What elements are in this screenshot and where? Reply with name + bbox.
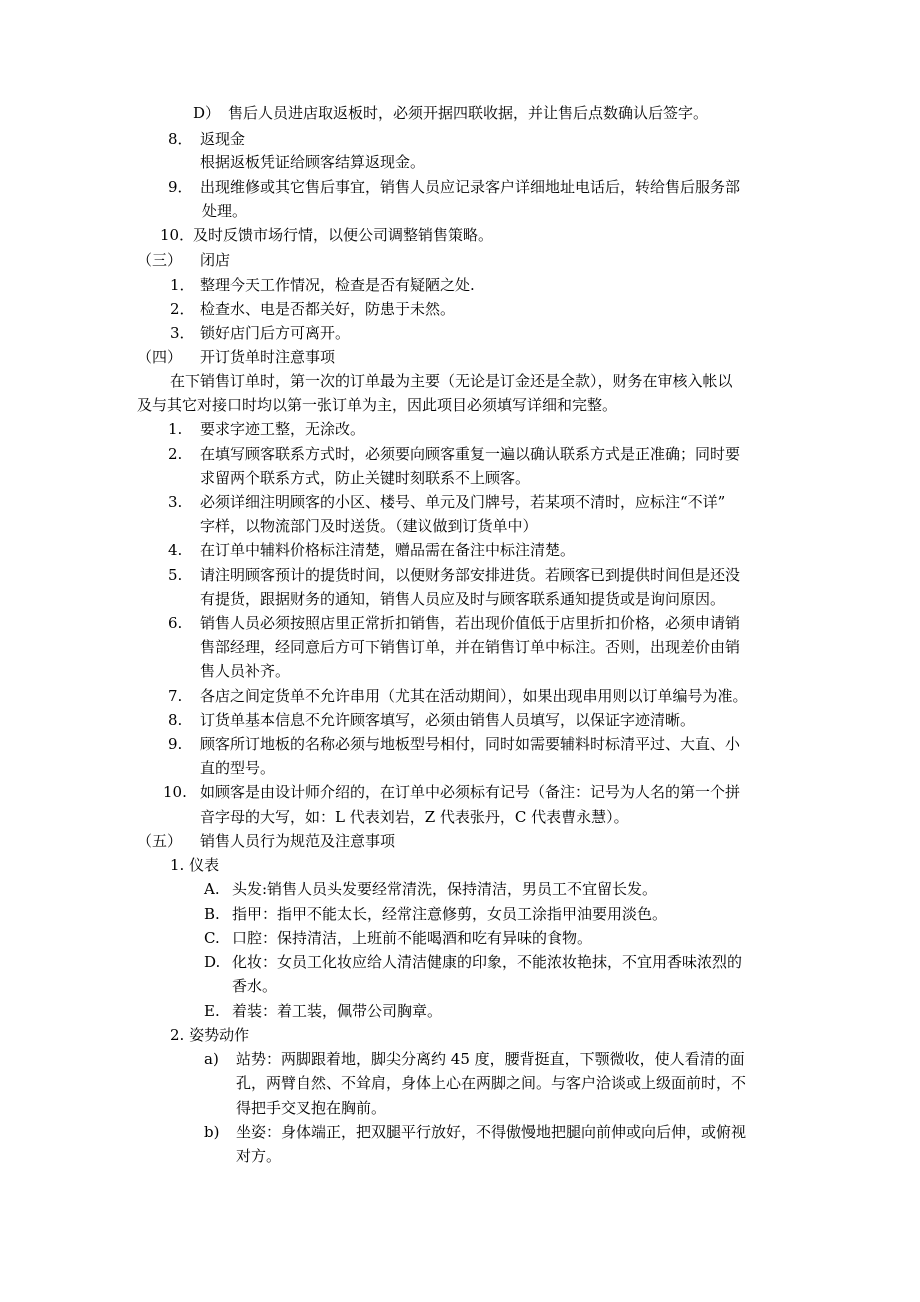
text-line-d-text: 售后人员进店取返板时，必须开据四联收据，并让售后点数确认后签字。 xyxy=(228,104,709,122)
text-line-s4-8: 订货单基本信息不允许顾客填写，必须由销售人员填写，以保证字迹清晰。 xyxy=(200,711,696,729)
text-line-i8-num: 8． xyxy=(168,130,193,148)
text-line-s4-9a: 顾客所订地板的名称必须与地板型号相付，同时如需要辅料时标清平过、大直、小 xyxy=(200,735,741,753)
text-line-s5-b-m: b) xyxy=(204,1123,220,1141)
text-line-s4-9-num: 9. xyxy=(168,735,183,753)
text-line-s4-5-num: 5. xyxy=(168,566,183,584)
text-line-s3-1-num: 1． xyxy=(170,276,195,294)
text-line-s5-A-m: A. xyxy=(204,880,220,898)
text-line-s4-3b: 字样，以物流部门及时送货。（建议做到订货单中） xyxy=(200,517,538,535)
text-line-s4-7-num: 7. xyxy=(168,687,183,705)
text-line-s4-6c: 售人员补齐。 xyxy=(200,662,291,680)
text-line-s4-1: 要求字迹工整，无涂改。 xyxy=(200,420,366,438)
text-line-s4-num: （四） xyxy=(137,348,183,366)
text-line-i10-text: 及时反馈市场行情，以便公司调整销售策略。 xyxy=(193,226,494,244)
text-line-s4-9b: 直的型号。 xyxy=(200,759,276,777)
text-line-s4-2a: 在填写顾客联系方式时，必须要向顾客重复一遍以确认联系方式是正准确；同时要 xyxy=(200,445,741,463)
text-line-s5-1: 1. 仪表 xyxy=(170,856,220,874)
text-line-s5-num: （五） xyxy=(137,832,183,850)
text-line-s4-8-num: 8. xyxy=(168,711,183,729)
text-line-s5-D-m: D. xyxy=(204,953,221,971)
text-line-s5-B-m: B. xyxy=(204,905,220,923)
text-line-s5-a2: 孔，两臂自然、不耸肩，身体上心在两脚之间。与客户洽谈或上级面前时，不 xyxy=(236,1074,747,1092)
text-line-s4-6-num: 6. xyxy=(168,614,183,632)
text-line-s4-1-num: 1. xyxy=(168,420,183,438)
text-line-s4-p2: 及与其它对接口时均以第一张订单为主，因此项目必须填写详细和完整。 xyxy=(137,396,618,414)
text-line-d-marker: D） xyxy=(193,104,221,122)
text-line-s5-a1: 站势：两脚跟着地，脚尖分离约 45 度，腰背挺直，下颚微收，使人看清的面 xyxy=(236,1050,745,1068)
text-line-s4-5a: 请注明顾客预计的提货时间，以便财务部安排进货。若顾客已到提供时间但是还没 xyxy=(200,566,741,584)
text-line-s3-num: （三） xyxy=(137,251,183,269)
text-line-s4-4: 在订单中辅料价格标注清楚，赠品需在备注中标注清楚。 xyxy=(200,541,576,559)
text-line-s4-3a: 必须详细注明顾客的小区、楼号、单元及门牌号，若某项不清时，应标注“不详” xyxy=(200,493,726,511)
text-line-s4-2-num: 2. xyxy=(168,445,183,463)
text-line-i9-num: 9． xyxy=(168,178,193,196)
text-line-s5-C-m: C. xyxy=(204,929,220,947)
text-line-s4-3-num: 3. xyxy=(168,493,183,511)
text-line-i8-body: 根据返板凭证给顾客结算返现金。 xyxy=(200,153,426,171)
text-line-s3-2: 检查水、电是否都关好，防患于未然。 xyxy=(200,300,456,318)
text-line-i10-num: 10． xyxy=(160,226,195,244)
text-line-s3-title: 闭店 xyxy=(200,251,231,269)
text-line-s4-10-num: 10. xyxy=(163,783,187,801)
text-line-s5-A: 头发:销售人员头发要经常清洗，保持清洁，男员工不宜留长发。 xyxy=(232,880,658,898)
text-line-s4-7: 各店之间定货单不允许串用（尤其在活动期间），如果出现串用则以订单编号为准。 xyxy=(200,687,748,705)
text-line-s5-Da: 化妆：女员工化妆应给人清洁健康的印象，不能浓妆艳抹，不宜用香味浓烈的 xyxy=(232,953,743,971)
text-line-s3-2-num: 2． xyxy=(170,300,195,318)
text-line-s5-C: 口腔：保持清洁，上班前不能喝酒和吃有异味的食物。 xyxy=(232,929,593,947)
text-line-s3-1: 整理今天工作情况，检查是否有疑陋之处. xyxy=(200,276,475,294)
text-line-s4-title: 开订货单时注意事项 xyxy=(200,348,336,366)
text-line-i8-title: 返现金 xyxy=(200,130,246,148)
text-line-s5-a3: 得把手交叉抱在胸前。 xyxy=(236,1099,387,1117)
text-line-s5-B: 指甲：指甲不能太长，经常注意修剪，女员工涂指甲油要用淡色。 xyxy=(232,905,668,923)
text-line-s4-6b: 售部经理，经同意后方可下销售订单，并在销售订单中标注。否则，出现差价由销 xyxy=(200,638,741,656)
text-line-s3-3-num: 3． xyxy=(170,324,195,342)
text-line-s4-2b: 求留两个联系方式，防止关键时刻联系不上顾客。 xyxy=(200,469,531,487)
text-line-s5-a-m: a) xyxy=(204,1050,219,1068)
text-line-s5-E-m: E. xyxy=(204,1002,220,1020)
text-line-s5-2: 2. 姿势动作 xyxy=(170,1026,250,1044)
text-line-s5-Db: 香水。 xyxy=(232,977,278,995)
text-line-s4-10a: 如顾客是由设计师介绍的，在订单中必须标有记号（备注：记号为人名的第一个拼 xyxy=(200,783,741,801)
text-line-s4-4-num: 4. xyxy=(168,541,183,559)
text-line-s4-p1: 在下销售订单时，第一次的订单最为主要（无论是订金还是全款），财务在审核入帐以 xyxy=(170,372,733,390)
text-line-s5-b2: 对方。 xyxy=(236,1147,282,1165)
text-line-s4-6a: 销售人员必须按照店里正常折扣销售，若出现价值低于店里折扣价格，必须申请销 xyxy=(200,614,741,632)
text-line-i9-l2: 处理。 xyxy=(202,202,248,220)
text-line-s4-10b: 音字母的大写，如：L 代表刘岩，Z 代表张丹，C 代表曹永慧）。 xyxy=(200,808,629,826)
text-line-s5-E: 着装：着工装，佩带公司胸章。 xyxy=(232,1002,443,1020)
text-line-s5-b1: 坐姿：身体端正，把双腿平行放好，不得傲慢地把腿向前伸或向后伸，或俯视 xyxy=(236,1123,747,1141)
text-line-i9-l1: 出现维修或其它售后事宜，销售人员应记录客户详细地址电话后，转给售后服务部 xyxy=(200,178,741,196)
text-line-s3-3: 锁好店门后方可离开。 xyxy=(200,324,351,342)
text-line-s5-title: 销售人员行为规范及注意事项 xyxy=(200,832,396,850)
text-line-s4-5b: 有提货，跟据财务的通知，销售人员应及时与顾客联系通知提货或是询问原因。 xyxy=(200,590,726,608)
